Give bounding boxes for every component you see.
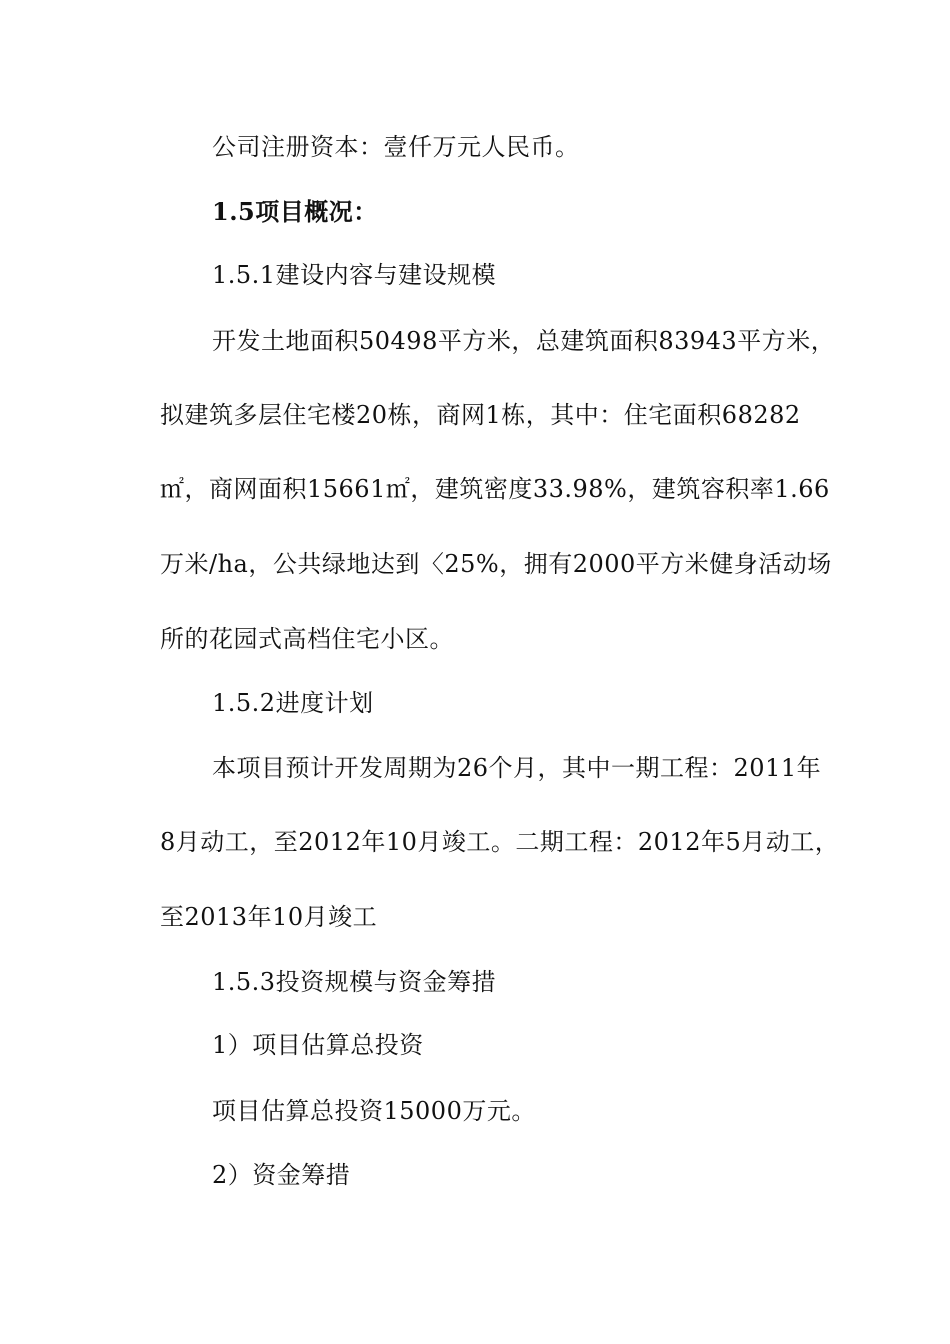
- paragraph-line: 8月动工，至2012年10月竣工。二期工程：2012年5月动工，: [160, 828, 840, 856]
- paragraph-line: 开发土地面积50498平方米，总建筑面积83943平方米，: [212, 327, 836, 355]
- list-item-heading: 1）项目估算总投资: [212, 1031, 424, 1059]
- registered-capital-line: 公司注册资本：壹仟万元人民币。: [212, 133, 580, 161]
- paragraph-line: 本项目预计开发周期为26个月，其中一期工程：2011年: [212, 754, 822, 782]
- paragraph-line: 拟建筑多层住宅楼20栋，商网1栋，其中：住宅面积68282: [160, 401, 801, 429]
- subsection-heading-1-5-1: 1.5.1建设内容与建设规模: [212, 261, 497, 289]
- section-heading-1-5: 1.5项目概况：: [212, 197, 378, 226]
- subsection-heading-1-5-3: 1.5.3投资规模与资金筹措: [212, 968, 497, 996]
- paragraph-line: ㎡，商网面积15661㎡，建筑密度33.98%，建筑容积率1.66: [160, 475, 830, 503]
- paragraph-line: 项目估算总投资15000万元。: [212, 1097, 536, 1125]
- subsection-heading-1-5-2: 1.5.2进度计划: [212, 689, 374, 717]
- paragraph-line: 所的花园式高档住宅小区。: [160, 625, 454, 653]
- list-item-heading: 2）资金筹措: [212, 1161, 351, 1189]
- paragraph-line: 至2013年10月竣工: [160, 903, 378, 931]
- paragraph-line: 万米/ha，公共绿地达到〈25%，拥有2000平方米健身活动场: [160, 550, 832, 578]
